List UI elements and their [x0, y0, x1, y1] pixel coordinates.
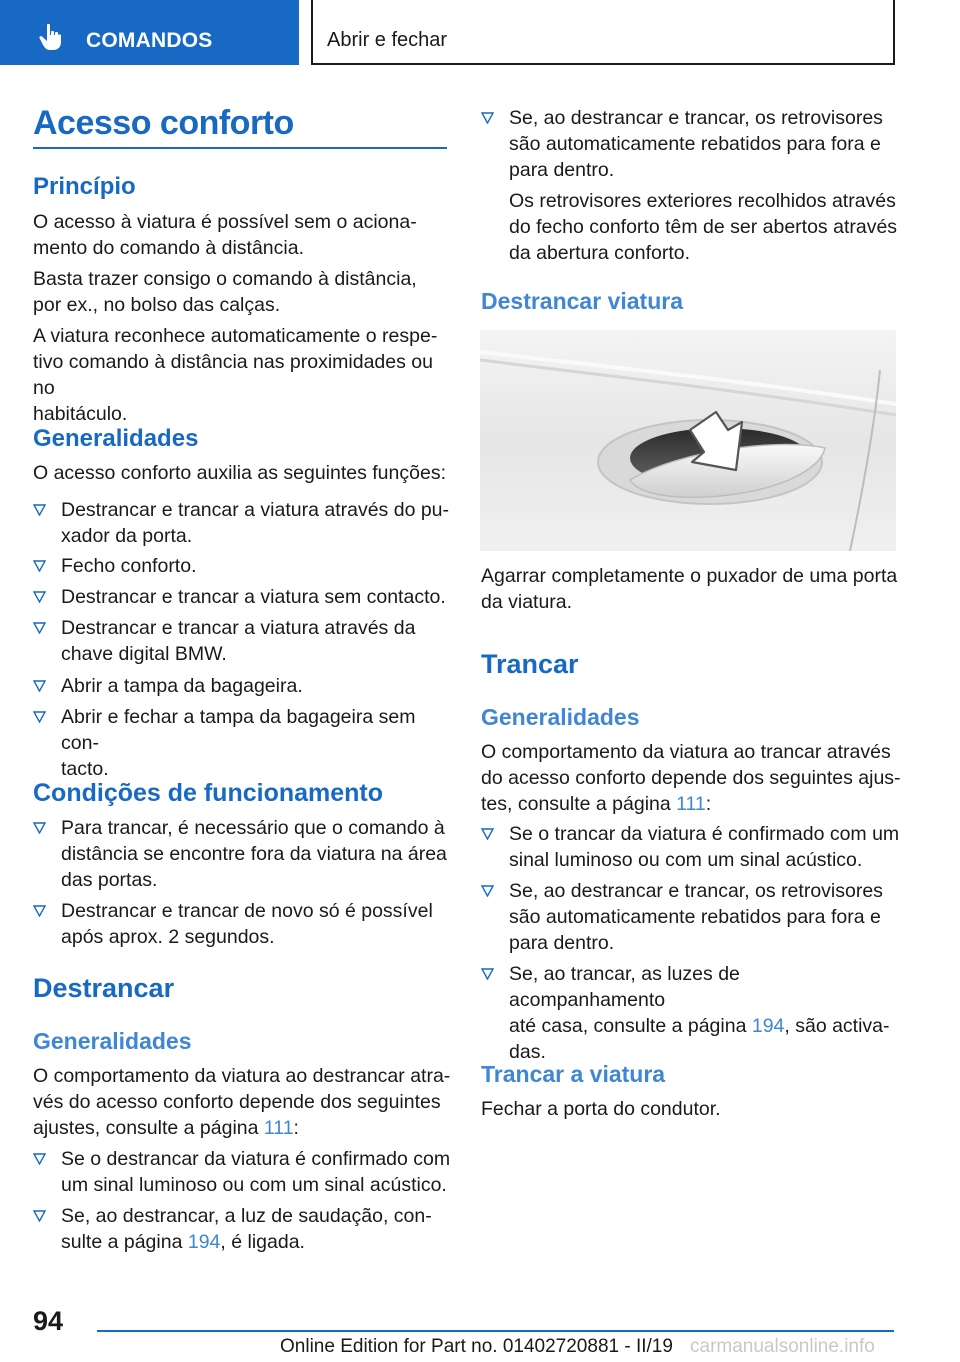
- heading-destrancar-generalidades: Generalidades: [33, 1028, 192, 1054]
- text-line: Se, ao destrancar, a luz de saudação, con-: [61, 1205, 432, 1227]
- triangle-bullet-icon: [481, 112, 494, 124]
- text-line: um sinal luminoso ou com um sinal acústico.: [61, 1174, 447, 1196]
- text-line: [509, 1013, 901, 1039]
- trancar-viatura-text: Fechar a porta do condutor.: [481, 1098, 721, 1120]
- text-line: do acesso conforto depende dos seguintes ajus-: [481, 767, 901, 789]
- text-line: Destrancar e trancar de novo só é possível: [61, 900, 433, 922]
- text-line: Fecho conforto.: [61, 555, 197, 577]
- text-line: são automaticamente rebatidos para fora e: [509, 906, 881, 928]
- text-line: para dentro.: [509, 932, 615, 954]
- trancar-paragraph: [481, 739, 901, 817]
- triangle-bullet-icon: [33, 680, 46, 692]
- heading-generalidades: Generalidades: [33, 425, 199, 452]
- text-line: das.: [509, 1041, 546, 1063]
- heading-trancar-viatura: Trancar a viatura: [481, 1061, 666, 1087]
- header-topic-label: Abrir e fechar: [327, 29, 448, 51]
- text-line: tivo comando à distância nas proximidades ou no: [33, 351, 433, 399]
- triangle-bullet-icon: [481, 885, 494, 897]
- text-line: habitáculo.: [33, 403, 128, 425]
- text-line: O comportamento da viatura ao trancar através: [481, 741, 891, 763]
- text-line: Se, ao destrancar e trancar, os retrovisores: [509, 107, 883, 129]
- text-line: para dentro.: [509, 159, 615, 181]
- footer-rule: [97, 1330, 894, 1332]
- destrancar-paragraph: [33, 1063, 453, 1141]
- principio-paragraph-2: [33, 266, 453, 318]
- text-line: Agarrar completamente o puxador de uma porta: [481, 565, 898, 587]
- text-line: tacto.: [61, 758, 109, 780]
- page-link-111[interactable]: 111: [676, 793, 706, 815]
- list-item: [33, 815, 453, 893]
- text-line: da viatura.: [481, 591, 573, 613]
- list-item: [481, 821, 901, 873]
- heading-condicoes: Condições de funcionamento: [33, 779, 384, 807]
- generalidades-intro: O acesso conforto auxilia as seguintes funções:: [33, 462, 446, 484]
- heading-trancar-generalidades: Generalidades: [481, 704, 640, 730]
- text-span: até casa, consulte a página: [509, 1015, 752, 1037]
- text-span: tes, consulte a página: [481, 793, 677, 815]
- text-line: mento do comando à distância.: [33, 237, 305, 259]
- triangle-bullet-icon: [33, 591, 46, 603]
- text-line: [61, 1229, 453, 1255]
- text-line: Se o trancar da viatura é confirmado com um: [509, 823, 900, 845]
- text-span: , é ligada.: [220, 1231, 305, 1253]
- text-line: Destrancar e trancar a viatura através da: [61, 617, 416, 639]
- text-line: Se o destrancar da viatura é confirmado com: [61, 1148, 451, 1170]
- heading-destrancar-viatura: Destrancar viatura: [481, 288, 683, 314]
- text-line: da abertura conforto.: [509, 242, 691, 264]
- footer-edition: Online Edition for Part no. 01402720881 - II/19: [280, 1336, 673, 1357]
- page-title: Acesso conforto: [33, 104, 294, 142]
- text-span: :: [293, 1117, 299, 1139]
- header-section-label: COMANDOS: [86, 29, 213, 52]
- text-line: após aprox. 2 segundos.: [61, 926, 275, 948]
- text-line: vés do acesso conforto depende dos seguintes: [33, 1091, 441, 1113]
- triangle-bullet-icon: [33, 905, 46, 917]
- text-line: [33, 1115, 453, 1141]
- text-span: , são activa-: [784, 1015, 890, 1037]
- list-item: [481, 961, 901, 1065]
- text-line: xador da porta.: [61, 525, 193, 547]
- list-item: [33, 615, 453, 667]
- image-caption: [481, 563, 901, 615]
- page-link-111[interactable]: 111: [263, 1117, 294, 1139]
- triangle-bullet-icon: [33, 1210, 46, 1222]
- triangle-bullet-icon: [481, 828, 494, 840]
- list-item: [33, 704, 453, 782]
- list-item-note: [509, 188, 909, 266]
- triangle-bullet-icon: [33, 1153, 46, 1165]
- list-item: [33, 584, 453, 610]
- page-link-194[interactable]: 194: [187, 1231, 221, 1253]
- text-line: Basta trazer consigo o comando à distância,: [33, 268, 417, 290]
- door-handle-image: [480, 330, 896, 551]
- text-line: [481, 791, 901, 817]
- list-item: [481, 105, 901, 183]
- text-line: sinal luminoso ou com um sinal acústico.: [509, 849, 863, 871]
- text-line: das portas.: [61, 869, 158, 891]
- list-item: [33, 1146, 453, 1198]
- heading-destrancar: Destrancar: [33, 973, 175, 1003]
- text-line: A viatura reconhece automaticamente o respe-: [33, 325, 438, 347]
- text-span: ajustes, consulte a página: [33, 1117, 264, 1139]
- text-line: Abrir a tampa da bagageira.: [61, 675, 303, 697]
- list-item: [33, 898, 453, 950]
- text-line: Abrir e fechar a tampa da bagageira sem con-: [61, 706, 416, 754]
- footer-watermark: carmanualsonline.info: [690, 1336, 875, 1357]
- page-number: 94: [33, 1306, 64, 1336]
- text-line: Destrancar e trancar a viatura sem contacto.: [61, 586, 446, 608]
- triangle-bullet-icon: [481, 968, 494, 980]
- text-line: por ex., no bolso das calças.: [33, 294, 281, 316]
- hand-pointer-icon: [36, 22, 66, 52]
- text-line: são automaticamente rebatidos para fora e: [509, 133, 881, 155]
- list-item: [33, 673, 453, 699]
- triangle-bullet-icon: [33, 504, 46, 516]
- text-line: Se, ao trancar, as luzes de acompanhamento: [509, 963, 740, 1011]
- text-line: do fecho conforto têm de ser abertos através: [509, 216, 898, 238]
- page-link-194[interactable]: 194: [751, 1015, 785, 1037]
- triangle-bullet-icon: [33, 822, 46, 834]
- principio-paragraph-3: [33, 323, 453, 427]
- text-line: O comportamento da viatura ao destrancar atra-: [33, 1065, 451, 1087]
- list-item: [481, 878, 901, 956]
- text-span: :: [705, 793, 712, 815]
- text-line: Destrancar e trancar a viatura através do pu-: [61, 499, 450, 521]
- header-topic-box: [311, 0, 895, 65]
- list-item: [33, 553, 453, 579]
- triangle-bullet-icon: [33, 560, 46, 572]
- door-handle-illustration: [480, 330, 896, 551]
- text-span: sulte a página: [61, 1231, 188, 1253]
- text-line: Para trancar, é necessário que o comando à: [61, 817, 445, 839]
- list-item: [33, 497, 453, 549]
- triangle-bullet-icon: [33, 622, 46, 634]
- text-line: distância se encontre fora da viatura na área: [61, 843, 447, 865]
- principio-paragraph-1: [33, 209, 453, 261]
- heading-trancar: Trancar: [481, 649, 579, 679]
- list-item: [33, 1203, 453, 1255]
- text-line: Se, ao destrancar e trancar, os retrovisores: [509, 880, 883, 902]
- title-rule: [33, 147, 447, 149]
- header-section-tab: [0, 0, 299, 65]
- text-line: Os retrovisores exteriores recolhidos através: [509, 190, 896, 212]
- heading-principio: Princípio: [33, 173, 136, 200]
- triangle-bullet-icon: [33, 711, 46, 723]
- text-line: chave digital BMW.: [61, 643, 227, 665]
- text-line: O acesso à viatura é possível sem o aciona-: [33, 211, 417, 233]
